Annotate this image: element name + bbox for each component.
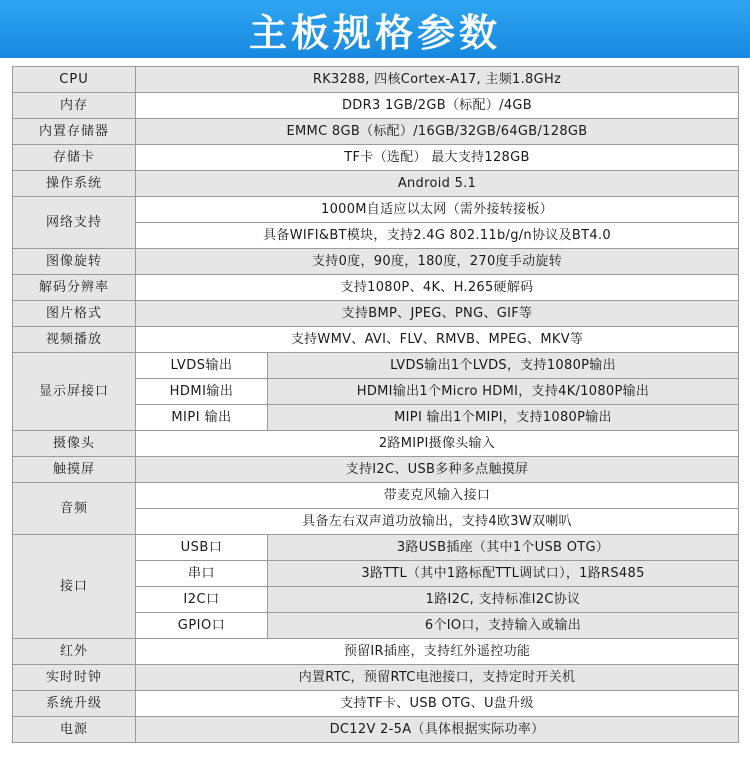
- row-value: 6个IO口，支持输入或输出: [268, 613, 739, 639]
- row-value: MIPI 输出1个MIPI，支持1080P输出: [268, 405, 739, 431]
- row-value: DC12V 2-5A（具体根据实际功率）: [136, 717, 739, 743]
- row-value: DDR3 1GB/2GB（标配）/4GB: [136, 93, 739, 119]
- row-value: 支持1080P、4K、H.265硬解码: [136, 275, 739, 301]
- row-label: 接口: [13, 535, 136, 639]
- row-label: 图像旋转: [13, 249, 136, 275]
- row-label: 实时时钟: [13, 665, 136, 691]
- spec-table: [12, 66, 739, 743]
- row-label: 触摸屏: [13, 457, 136, 483]
- row-storage: [13, 119, 739, 145]
- row-value: 内置RTC，预留RTC电池接口，支持定时开关机: [136, 665, 739, 691]
- row-decoding: [13, 275, 739, 301]
- title-banner: [0, 0, 750, 58]
- row-label: 红外: [13, 639, 136, 665]
- row-value: 具备WIFI&BT模块，支持2.4G 802.11b/g/n协议及BT4.0: [136, 223, 739, 249]
- row-value: 2路MIPI摄像头输入: [136, 431, 739, 457]
- row-value: 支持TF卡、USB OTG、U盘升级: [136, 691, 739, 717]
- row-display-lvds: [13, 353, 739, 379]
- row-label: 系统升级: [13, 691, 136, 717]
- row-label: 电源: [13, 717, 136, 743]
- row-value: 1路I2C, 支持标准I2C协议: [268, 587, 739, 613]
- row-value: 3路TTL（其中1路标配TTL调试口），1路RS485: [268, 561, 739, 587]
- row-value: 支持BMP、JPEG、PNG、GIF等: [136, 301, 739, 327]
- row-label: 解码分辨率: [13, 275, 136, 301]
- page-title: 主板规格参数: [248, 10, 501, 55]
- row-value: 具备左右双声道功放输出，支持4欧3W双喇叭: [136, 509, 739, 535]
- row-memory: [13, 93, 739, 119]
- sub-label: USB口: [136, 535, 268, 561]
- row-label: 视频播放: [13, 327, 136, 353]
- row-label: 显示屏接口: [13, 353, 136, 431]
- row-infrared: [13, 639, 739, 665]
- row-label: CPU: [13, 67, 136, 93]
- sub-label: I2C口: [136, 587, 268, 613]
- row-value: LVDS输出1个LVDS，支持1080P输出: [268, 353, 739, 379]
- row-label: 存储卡: [13, 145, 136, 171]
- row-rtc: [13, 665, 739, 691]
- row-label: 操作系统: [13, 171, 136, 197]
- row-value: Android 5.1: [136, 171, 739, 197]
- row-os: [13, 171, 739, 197]
- row-value: 支持I2C、USB多种多点触摸屏: [136, 457, 739, 483]
- row-memory-card: [13, 145, 739, 171]
- row-value: 支持WMV、AVI、FLV、RMVB、MPEG、MKV等: [136, 327, 739, 353]
- row-value: 1000M自适应以太网（需外接转接板）: [136, 197, 739, 223]
- row-touch: [13, 457, 739, 483]
- row-video: [13, 327, 739, 353]
- row-upgrade: [13, 691, 739, 717]
- row-label: 内存: [13, 93, 136, 119]
- sub-label: GPIO口: [136, 613, 268, 639]
- sub-label: MIPI 输出: [136, 405, 268, 431]
- row-audio: [13, 483, 739, 509]
- row-power: [13, 717, 739, 743]
- row-value: 带麦克风输入接口: [136, 483, 739, 509]
- row-label: 内置存储器: [13, 119, 136, 145]
- row-label: 音频: [13, 483, 136, 535]
- row-port-usb: [13, 535, 739, 561]
- row-image-format: [13, 301, 739, 327]
- sub-label: 串口: [136, 561, 268, 587]
- row-value: EMMC 8GB（标配）/16GB/32GB/64GB/128GB: [136, 119, 739, 145]
- row-value: 预留IR插座，支持红外遥控功能: [136, 639, 739, 665]
- sub-label: HDMI输出: [136, 379, 268, 405]
- row-label: 图片格式: [13, 301, 136, 327]
- row-value: HDMI输出1个Micro HDMI，支持4K/1080P输出: [268, 379, 739, 405]
- row-label: 网络支持: [13, 197, 136, 249]
- row-value: 支持0度，90度，180度，270度手动旋转: [136, 249, 739, 275]
- row-value: TF卡（选配） 最大支持128GB: [136, 145, 739, 171]
- sub-label: LVDS输出: [136, 353, 268, 379]
- row-camera: [13, 431, 739, 457]
- row-value: RK3288, 四核Cortex-A17, 主频1.8GHz: [136, 67, 739, 93]
- row-value: 3路USB插座（其中1个USB OTG）: [268, 535, 739, 561]
- row-cpu: [13, 67, 739, 93]
- row-rotation: [13, 249, 739, 275]
- row-network: [13, 197, 739, 223]
- row-label: 摄像头: [13, 431, 136, 457]
